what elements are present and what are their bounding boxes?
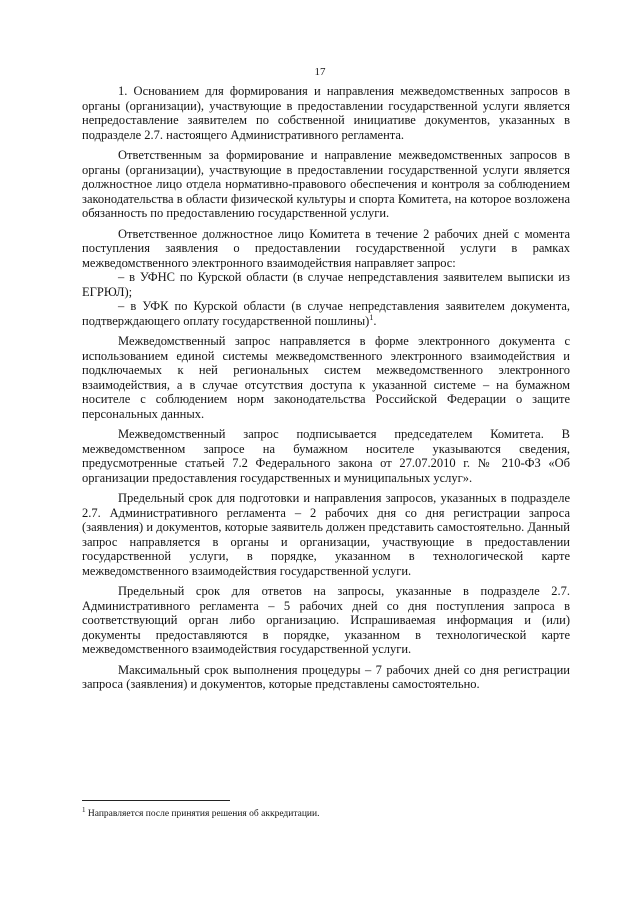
paragraph-responsible-person: Ответственным за формирование и направление межведомственных запросов в органы (организации), участвующие в предоставлении государственной услуги является должностное лицо отдела нормативно-правового обеспечения и контроля за соблюдением законодательства в области физической культуры и спорта Комитета, на которое возложена обязанность по предоставлению государственной услуги. (82, 148, 570, 220)
footnote-reference: 1 (369, 312, 374, 322)
list-item-ufk: – в УФК по Курской области (в случае непредставления заявителем документа, подтверждающего оплату государственной пошлины)$^1$. (82, 299, 570, 328)
footnote-marker: 1 (82, 805, 86, 814)
footnote (82, 805, 570, 820)
paragraph-electronic-request: Межведомственный запрос направляется в форме электронного документа с использованием единой системы межведомственного электронного взаимодействия и подключаемых к ней региональных систем межведомственного электронного взаимодействия, а в случае отсутствия доступа к указанной системе – на бумажном носителе с соблюдением норм законодательства Российской Федерации о защите персональных данных. (82, 334, 570, 421)
document-body (82, 84, 570, 698)
paragraph-request-signing: Межведомственный запрос подписывается председателем Комитета. В межведомственном запросе на бумажном носителе указываются сведения, предусмотренные статьей 7.2 Федерального закона от 27.07.2010 г. № 210-ФЗ «Об организации предоставления государственных и муниципальных услуг». (82, 427, 570, 485)
paragraph-preparation-deadline: Предельный срок для подготовки и направления запросов, указанных в подразделе 2.7. Административного регламента – 2 рабочих дня со дня регистрации запроса (заявления) и документов, которые заявитель должен представить самостоятельно. Данный запрос направляется в органы и организации, участвующие в предоставлении государственной услуги, в порядке, указанном в технологической карте межведомственного взаимодействия государственной услуги. (82, 491, 570, 578)
paragraph-request-sending: Ответственное должностное лицо Комитета в течение 2 рабочих дней с момента поступления заявления о предоставлении государственной услуги в рамках межведомственного электронного взаимодействия направляет запрос: (82, 226, 570, 270)
footnote-text: Направляется после принятия решения об аккредитации. (87, 809, 320, 819)
page-number: 17 (314, 66, 326, 78)
footnote-divider (82, 800, 230, 801)
list-item-ufns: – в УФНС по Курской области (в случае непредставления заявителем выписки из ЕГРЮЛ); (82, 270, 570, 299)
paragraph-request-basis: 1. Основанием для формирования и направления межведомственных запросов в органы (организации), участвующие в предоставлении государственной услуги является непредоставление заявителем по собственной инициативе документов, указанных в подразделе 2.7. настоящего Административного регламента. (82, 84, 570, 142)
list-item-ufk-text: – в УФК по Курской области (в случае непредставления заявителем документа, подтверждающего оплату государственной пошлины) (82, 299, 570, 328)
paragraph-max-duration: Максимальный срок выполнения процедуры – 7 рабочих дней со дня регистрации запроса (заявления) и документов, которые представлены самостоятельно. (82, 662, 570, 691)
paragraph-response-deadline: Предельный срок для ответов на запросы, указанные в подразделе 2.7. Административного регламента – 5 рабочих дней со дня поступления запроса в соответствующий орган либо организацию. Испрашиваемая информация и (или) документы предоставляются в порядке, указанном в технологической карте межведомственного взаимодействия государственной услуги. (82, 584, 570, 656)
